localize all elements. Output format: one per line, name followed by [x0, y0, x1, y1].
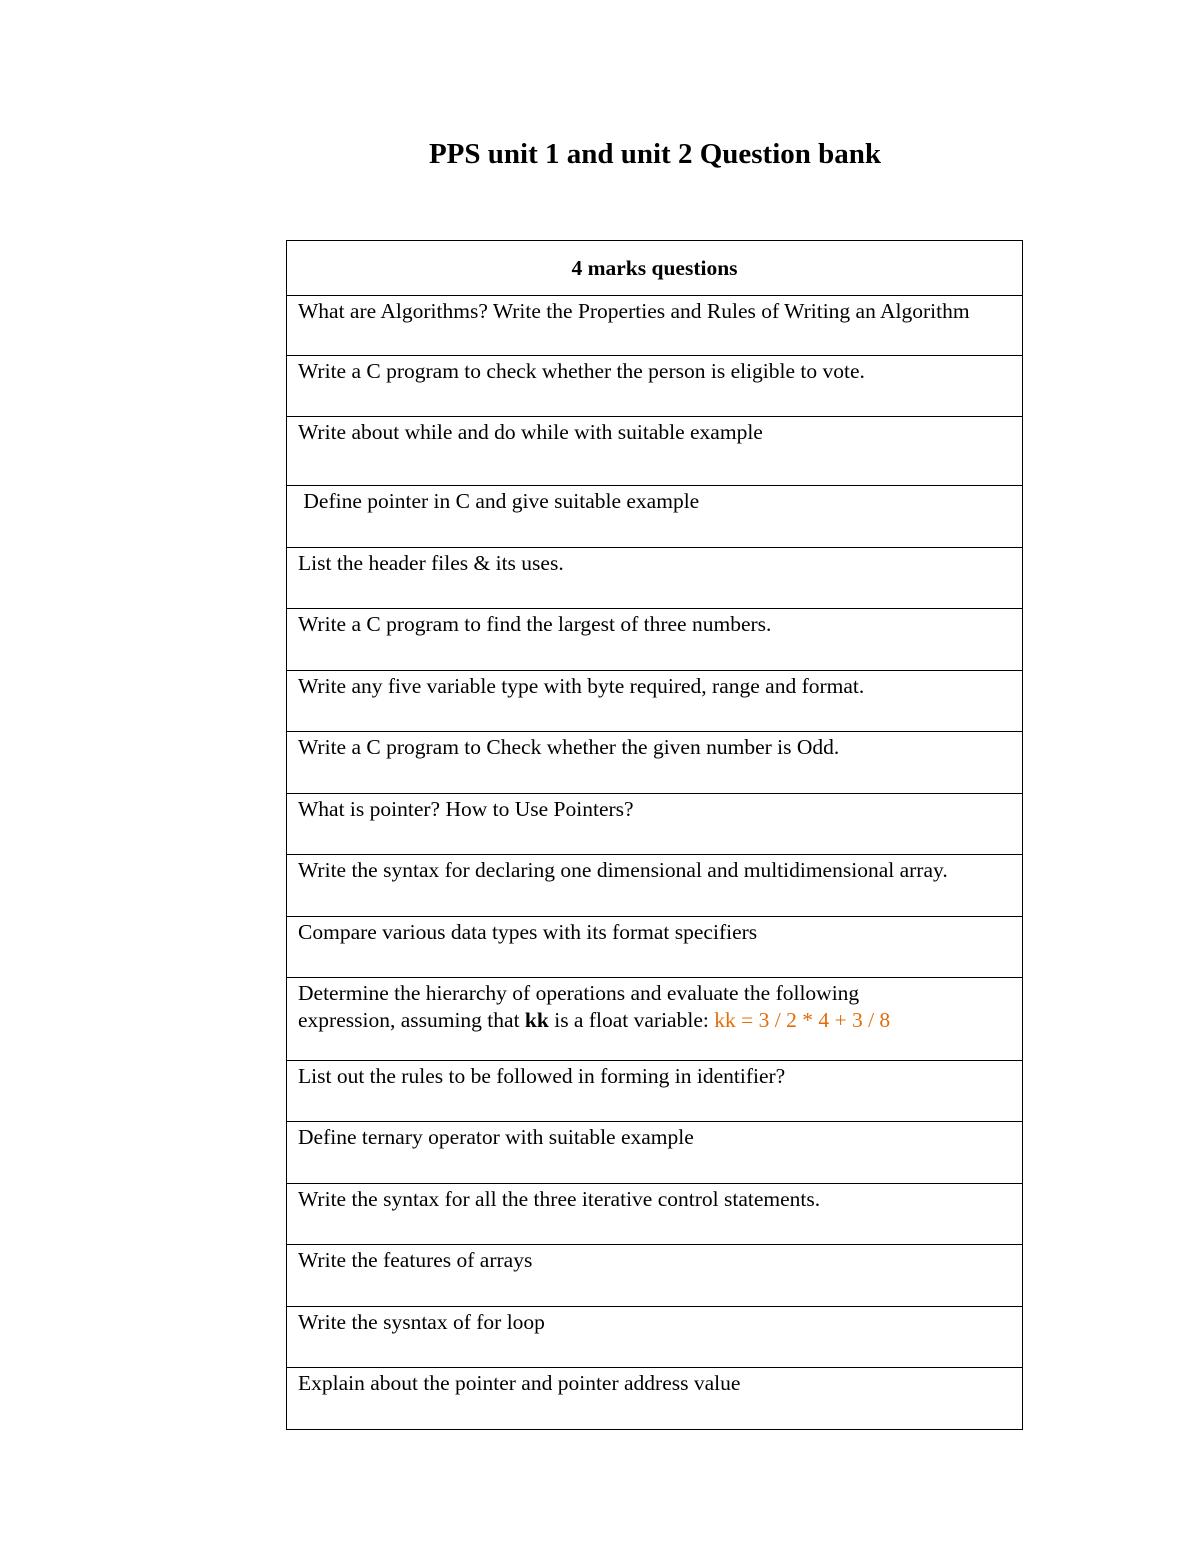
question-cell-13: List out the rules to be followed in forming in identifier?: [287, 1061, 1023, 1122]
table-row: [287, 296, 1023, 356]
table-row: [287, 1307, 1023, 1368]
question-12-middle: is a float variable:: [548, 1008, 715, 1032]
table-row: [287, 1245, 1023, 1307]
table-row: [287, 486, 1023, 548]
question-cell-18: Explain about the pointer and pointer address value: [287, 1368, 1023, 1430]
question-cell-9: What is pointer? How to Use Pointers?: [287, 794, 1023, 855]
table-row: [287, 1184, 1023, 1245]
table-row: [287, 417, 1023, 486]
table-row: [287, 1061, 1023, 1122]
question-cell-15: Write the syntax for all the three iterative control statements.: [287, 1184, 1023, 1245]
question-cell-16: Write the features of arrays: [287, 1245, 1023, 1307]
variable-name: kk: [524, 1008, 549, 1032]
table-header: 4 marks questions: [287, 241, 1023, 296]
question-cell-7: Write any five variable type with byte required, range and format.: [287, 671, 1023, 732]
table-row: [287, 671, 1023, 732]
question-cell-6: Write a C program to find the largest of three numbers.: [287, 609, 1023, 671]
question-cell-5: List the header files & its uses.: [287, 548, 1023, 609]
page-title: PPS unit 1 and unit 2 Question bank: [428, 138, 882, 170]
question-cell-2: Write a C program to check whether the person is eligible to vote.: [287, 356, 1023, 417]
table-row: [287, 732, 1023, 794]
table-row: [287, 1122, 1023, 1184]
expression-text: kk = 3 / 2 * 4 + 3 / 8: [714, 1008, 891, 1032]
question-cell-3: Write about while and do while with suitable example: [287, 417, 1023, 486]
table-row: [287, 609, 1023, 671]
table-header-row: [287, 241, 1023, 296]
question-12-line1: Determine the hierarchy of operations and evaluate the following: [298, 981, 860, 1005]
table-row: [287, 1368, 1023, 1430]
question-cell-14: Define ternary operator with suitable example: [287, 1122, 1023, 1184]
table-row: [287, 356, 1023, 417]
table-row: [287, 794, 1023, 855]
table-row: [287, 978, 1023, 1061]
question-table: [286, 240, 1023, 1430]
table-row: [287, 855, 1023, 917]
question-cell-8: Write a C program to Check whether the given number is Odd.: [287, 732, 1023, 794]
question-cell-1: What are Algorithms? Write the Properties and Rules of Writing an Algorithm: [287, 296, 1023, 356]
question-cell-11: Compare various data types with its format specifiers: [287, 917, 1023, 978]
question-cell-12: [287, 978, 1023, 1061]
question-cell-17: Write the sysntax of for loop: [287, 1307, 1023, 1368]
table-row: [287, 548, 1023, 609]
table-row: [287, 917, 1023, 978]
question-cell-10: Write the syntax for declaring one dimensional and multidimensional array.: [287, 855, 1023, 917]
question-cell-4: Define pointer in C and give suitable example: [287, 486, 1023, 548]
question-12-prefix: expression, assuming that: [298, 1008, 525, 1032]
